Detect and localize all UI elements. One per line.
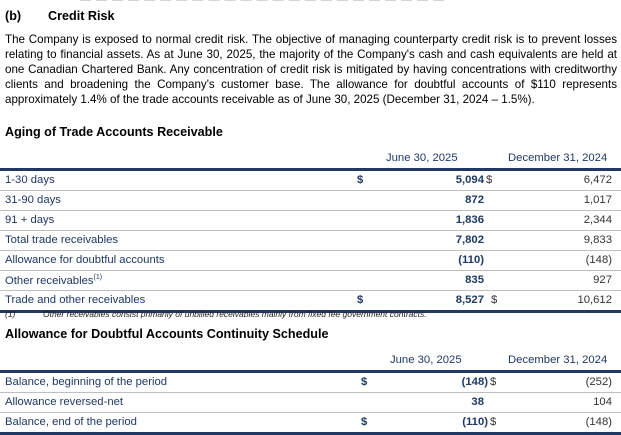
allowance-table-title: Allowance for Doubtful Accounts Continuity Schedule xyxy=(5,327,329,341)
footnote-marker: (1) xyxy=(93,274,103,281)
section-heading xyxy=(5,9,115,23)
aging-col-june-2025: June 30, 2025 xyxy=(386,152,458,164)
table-row xyxy=(0,413,621,435)
row-label xyxy=(5,274,102,287)
aging-table-header xyxy=(0,150,621,168)
row-currency-1: $ xyxy=(357,294,364,306)
row-currency-2: $ xyxy=(490,416,497,428)
row-value-dec-2024: 1,017 xyxy=(583,194,612,206)
row-currency-2: $ xyxy=(491,294,498,306)
table-row xyxy=(0,211,621,231)
row-value-dec-2024: 927 xyxy=(593,274,612,286)
row-value-dec-2024: (252) xyxy=(585,376,612,388)
row-value-dec-2024: 9,833 xyxy=(583,234,612,246)
credit-risk-paragraph: The Company is exposed to normal credit risk. The objective of managing counterparty credit risk is to prevent losses relating to financial assets. As at June 30, 2025, the majority of the Company's cash and cash equivalents are held at one Canadian Chartered Bank. Any concentration of credit risk is mitigated by having concentrations with creditworthy clients and broadening the Company's customer base. The allowance for doubtful accounts of $110 represents approximately 1.4% of the trade accounts receivable as of June 30, 2025 (December 31, 2024 – 1.5%). xyxy=(5,33,617,106)
row-label: 1-30 days xyxy=(5,174,55,186)
row-value-dec-2024: (148) xyxy=(585,416,612,428)
row-currency-1: $ xyxy=(361,376,368,388)
section-label: (b) xyxy=(5,9,22,23)
row-currency-2: $ xyxy=(486,174,493,186)
row-label: 91 + days xyxy=(5,214,55,226)
aging-table xyxy=(0,150,621,313)
row-value-june-2025: 872 xyxy=(465,194,484,206)
row-value-dec-2024: 104 xyxy=(593,396,612,408)
row-value-june-2025: 5,094 xyxy=(455,174,484,186)
row-value-june-2025: 8,527 xyxy=(455,294,484,306)
table-row xyxy=(0,393,621,413)
row-label: Total trade receivables xyxy=(5,234,119,246)
row-value-june-2025: (110) xyxy=(462,416,488,428)
row-value-june-2025: 7,802 xyxy=(455,234,484,246)
allowance-col-june-2025: June 30, 2025 xyxy=(390,354,462,366)
footnote xyxy=(5,309,427,319)
row-value-dec-2024: 2,344 xyxy=(583,214,612,226)
table-row xyxy=(0,271,621,291)
cropped-previous-line xyxy=(80,0,500,1)
row-currency-1: $ xyxy=(361,416,368,428)
allowance-col-dec-2024: December 31, 2024 xyxy=(508,354,608,366)
row-label: Trade and other receivables xyxy=(5,294,146,306)
row-label: Balance, beginning of the period xyxy=(5,376,168,388)
row-value-june-2025: (110) xyxy=(458,254,484,266)
row-value-june-2025: 38 xyxy=(471,396,484,408)
row-value-dec-2024: 10,612 xyxy=(577,294,612,306)
aging-col-dec-2024: December 31, 2024 xyxy=(508,152,608,164)
row-currency-2: $ xyxy=(490,376,497,388)
table-row xyxy=(0,251,621,271)
aging-table-title: Aging of Trade Accounts Receivable xyxy=(5,125,223,139)
section-title: Credit Risk xyxy=(48,9,115,23)
row-label-text: Other receivables xyxy=(5,274,94,287)
table-row xyxy=(0,171,621,191)
footnote-text: Other receivables consist primarily of unbilled receivables mainly from fixed fee government contracts. xyxy=(43,309,427,319)
row-currency-1: $ xyxy=(357,174,364,186)
row-label: Allowance for doubtful accounts xyxy=(5,254,165,266)
footnote-number: (1) xyxy=(5,309,16,319)
row-value-june-2025: 1,836 xyxy=(455,214,484,226)
row-value-dec-2024: (148) xyxy=(585,254,612,266)
table-row xyxy=(0,191,621,211)
row-label: Balance, end of the period xyxy=(5,416,137,428)
row-value-june-2025: 835 xyxy=(465,274,484,286)
table-row xyxy=(0,373,621,393)
row-value-dec-2024: 6,472 xyxy=(583,174,612,186)
allowance-table-header xyxy=(0,352,621,370)
allowance-table xyxy=(0,352,621,435)
row-label: 31-90 days xyxy=(5,194,61,206)
table-row xyxy=(0,231,621,251)
row-value-june-2025: (148) xyxy=(461,376,488,388)
row-label: Allowance reversed-net xyxy=(5,396,124,408)
